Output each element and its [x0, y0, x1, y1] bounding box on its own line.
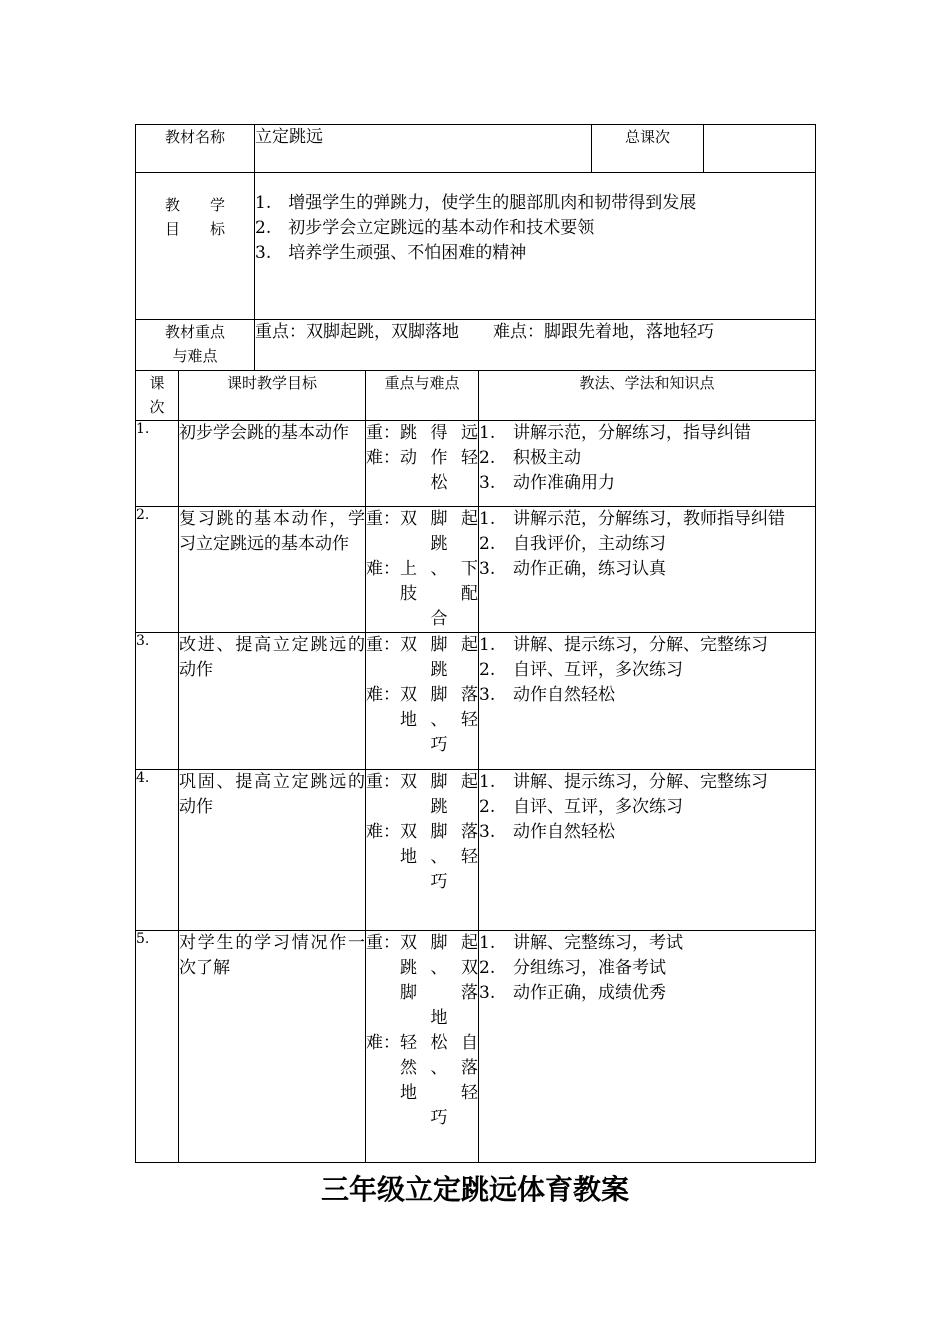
- col-keypoints-header: 重点与难点: [366, 371, 479, 421]
- lesson-goal: 初步学会跳的基本动作: [179, 421, 366, 507]
- key-line: 地、轻: [400, 847, 478, 867]
- lesson-methods: [479, 770, 816, 931]
- method-text: 自我评价，主动练习: [513, 534, 666, 554]
- method-text: 讲解、完整练习，考试: [513, 933, 683, 953]
- key-line: 跳: [430, 534, 448, 554]
- objectives-list: [255, 173, 816, 320]
- table-row: [136, 507, 816, 633]
- objectives-label-line-2: 目 标: [164, 220, 225, 238]
- lesson-number: 4.: [136, 770, 179, 931]
- key-line: 双脚起: [400, 635, 478, 655]
- key-line: 上、下: [400, 559, 478, 579]
- method-text: 讲解、提示练习，分解、完整练习: [513, 772, 768, 792]
- lesson-number: 3.: [136, 633, 179, 770]
- lesson-methods: [479, 507, 816, 633]
- method-num: 3.: [479, 473, 496, 493]
- objective-item: 1. 增强学生的弹跳力，使学生的腿部肌肉和韧带得到发展: [255, 193, 697, 213]
- table-row: [136, 421, 816, 507]
- nan-prefix: 难：: [366, 1033, 400, 1053]
- zhong-prefix: 重：: [366, 509, 400, 529]
- lesson-methods: [479, 931, 816, 1163]
- lesson-goal: 复习跳的基本动作，学习立定跳远的基本动作: [179, 507, 366, 633]
- method-text: 讲解示范，分解练习，指导纠错: [513, 423, 751, 443]
- key-line: 轻松自: [400, 1033, 478, 1053]
- method-text: 自评、互评，多次练习: [513, 660, 683, 680]
- header-table: [135, 124, 816, 173]
- nan-prefix: 难：: [366, 559, 400, 579]
- key-line: 双脚起: [400, 772, 478, 792]
- objective-item: 2. 初步学会立定跳远的基本动作和技术要领: [255, 218, 595, 238]
- zhong-prefix: 重：: [366, 933, 400, 953]
- method-num: 1.: [479, 509, 496, 529]
- key-line: 巧: [430, 735, 448, 755]
- key-line: 跳得远: [400, 423, 478, 443]
- lesson-goal: 巩固、提高立定跳远的动作: [179, 770, 366, 931]
- method-num: 1.: [479, 635, 496, 655]
- zhong-prefix: 重：: [366, 772, 400, 792]
- lesson-goal: 对学生的学习情况作一次了解: [179, 931, 366, 1163]
- key-line: 巧: [430, 1108, 448, 1128]
- lesson-keypoints: [366, 507, 479, 633]
- key-line: 跳: [430, 797, 448, 817]
- method-num: 2.: [479, 660, 496, 680]
- objectives-table: [135, 172, 816, 371]
- focus-label-line-2: 与难点: [172, 347, 218, 365]
- key-line: 巧: [430, 872, 448, 892]
- method-text: 动作正确，练习认真: [513, 559, 666, 579]
- method-text: 讲解示范，分解练习，教师指导纠错: [513, 509, 785, 529]
- objectives-label: [136, 173, 255, 320]
- method-text: 自评、互评，多次练习: [513, 797, 683, 817]
- method-text: 动作准确用力: [513, 473, 615, 493]
- method-num: 3.: [479, 559, 496, 579]
- method-text: 动作自然轻松: [513, 822, 615, 842]
- zhong-prefix: 重：: [366, 423, 400, 443]
- total-lessons-value: [704, 125, 816, 173]
- key-line: 脚 落: [400, 983, 478, 1003]
- table-row: [136, 633, 816, 770]
- key-line: 然、落: [400, 1058, 478, 1078]
- method-num: 1.: [479, 423, 496, 443]
- key-line: 双脚起: [400, 509, 478, 529]
- lesson-methods: [479, 633, 816, 770]
- key-line: 合: [430, 609, 448, 629]
- col-methods-header: 教法、学法和知识点: [479, 371, 816, 421]
- key-line: 跳: [430, 660, 448, 680]
- objective-item: 3. 培养学生顽强、不怕困难的精神: [255, 243, 527, 263]
- method-text: 分组练习，准备考试: [513, 958, 666, 978]
- method-num: 2.: [479, 958, 496, 978]
- method-num: 2.: [479, 797, 496, 817]
- lesson-keypoints: [366, 770, 479, 931]
- lesson-keypoints: [366, 633, 479, 770]
- material-name-value: 立定跳远: [255, 125, 592, 173]
- focus-label: [136, 320, 255, 371]
- nan-prefix: 难：: [366, 822, 400, 842]
- method-num: 2.: [479, 534, 496, 554]
- key-line: 地、轻: [400, 710, 478, 730]
- method-num: 1.: [479, 933, 496, 953]
- key-line: 地 轻: [400, 1083, 478, 1103]
- method-num: 3.: [479, 685, 496, 705]
- lesson-methods: [479, 421, 816, 507]
- lessons-header-row: [136, 371, 816, 421]
- key-line: 地: [430, 1008, 448, 1028]
- method-num: 2.: [479, 448, 496, 468]
- lesson-number: 1.: [136, 421, 179, 507]
- method-text: 动作自然轻松: [513, 685, 615, 705]
- method-text: 讲解、提示练习，分解、完整练习: [513, 635, 768, 655]
- lessons-table: [135, 370, 816, 1163]
- table-row: [136, 770, 816, 931]
- key-line: 松: [430, 473, 448, 493]
- focus-label-line-1: 教材重点: [164, 323, 225, 341]
- method-num: 3.: [479, 822, 496, 842]
- objectives-label-line-1: 教 学: [164, 196, 225, 214]
- lesson-keypoints: [366, 421, 479, 507]
- key-line: 双脚落: [400, 822, 478, 842]
- col-goal-header: 课时教学目标: [179, 371, 366, 421]
- method-num: 1.: [479, 772, 496, 792]
- key-line: 双脚起: [400, 933, 478, 953]
- key-line: 肢 配: [400, 584, 478, 604]
- lesson-number: 2.: [136, 507, 179, 633]
- lesson-keypoints: [366, 931, 479, 1163]
- key-line: 动作轻: [400, 448, 478, 468]
- document-title: 三年级立定跳远体育教案: [320, 1173, 629, 1206]
- col-lesson-header: 课次: [136, 371, 179, 421]
- method-text: 动作正确，成绩优秀: [513, 983, 666, 1003]
- zhong-prefix: 重：: [366, 635, 400, 655]
- focus-text: 重点：双脚起跳，双脚落地 难点：脚跟先着地，落地轻巧: [255, 320, 816, 371]
- nan-prefix: 难：: [366, 448, 400, 468]
- method-num: 3.: [479, 983, 496, 1003]
- lesson-goal: 改进、提高立定跳远的动作: [179, 633, 366, 770]
- total-lessons-label: 总课次: [592, 125, 704, 173]
- key-line: 双脚落: [400, 685, 478, 705]
- material-name-label: 教材名称: [136, 125, 255, 173]
- key-line: 跳、双: [400, 958, 478, 978]
- lesson-number: 5.: [136, 931, 179, 1163]
- nan-prefix: 难：: [366, 685, 400, 705]
- table-row: [136, 931, 816, 1163]
- method-text: 积极主动: [513, 448, 581, 468]
